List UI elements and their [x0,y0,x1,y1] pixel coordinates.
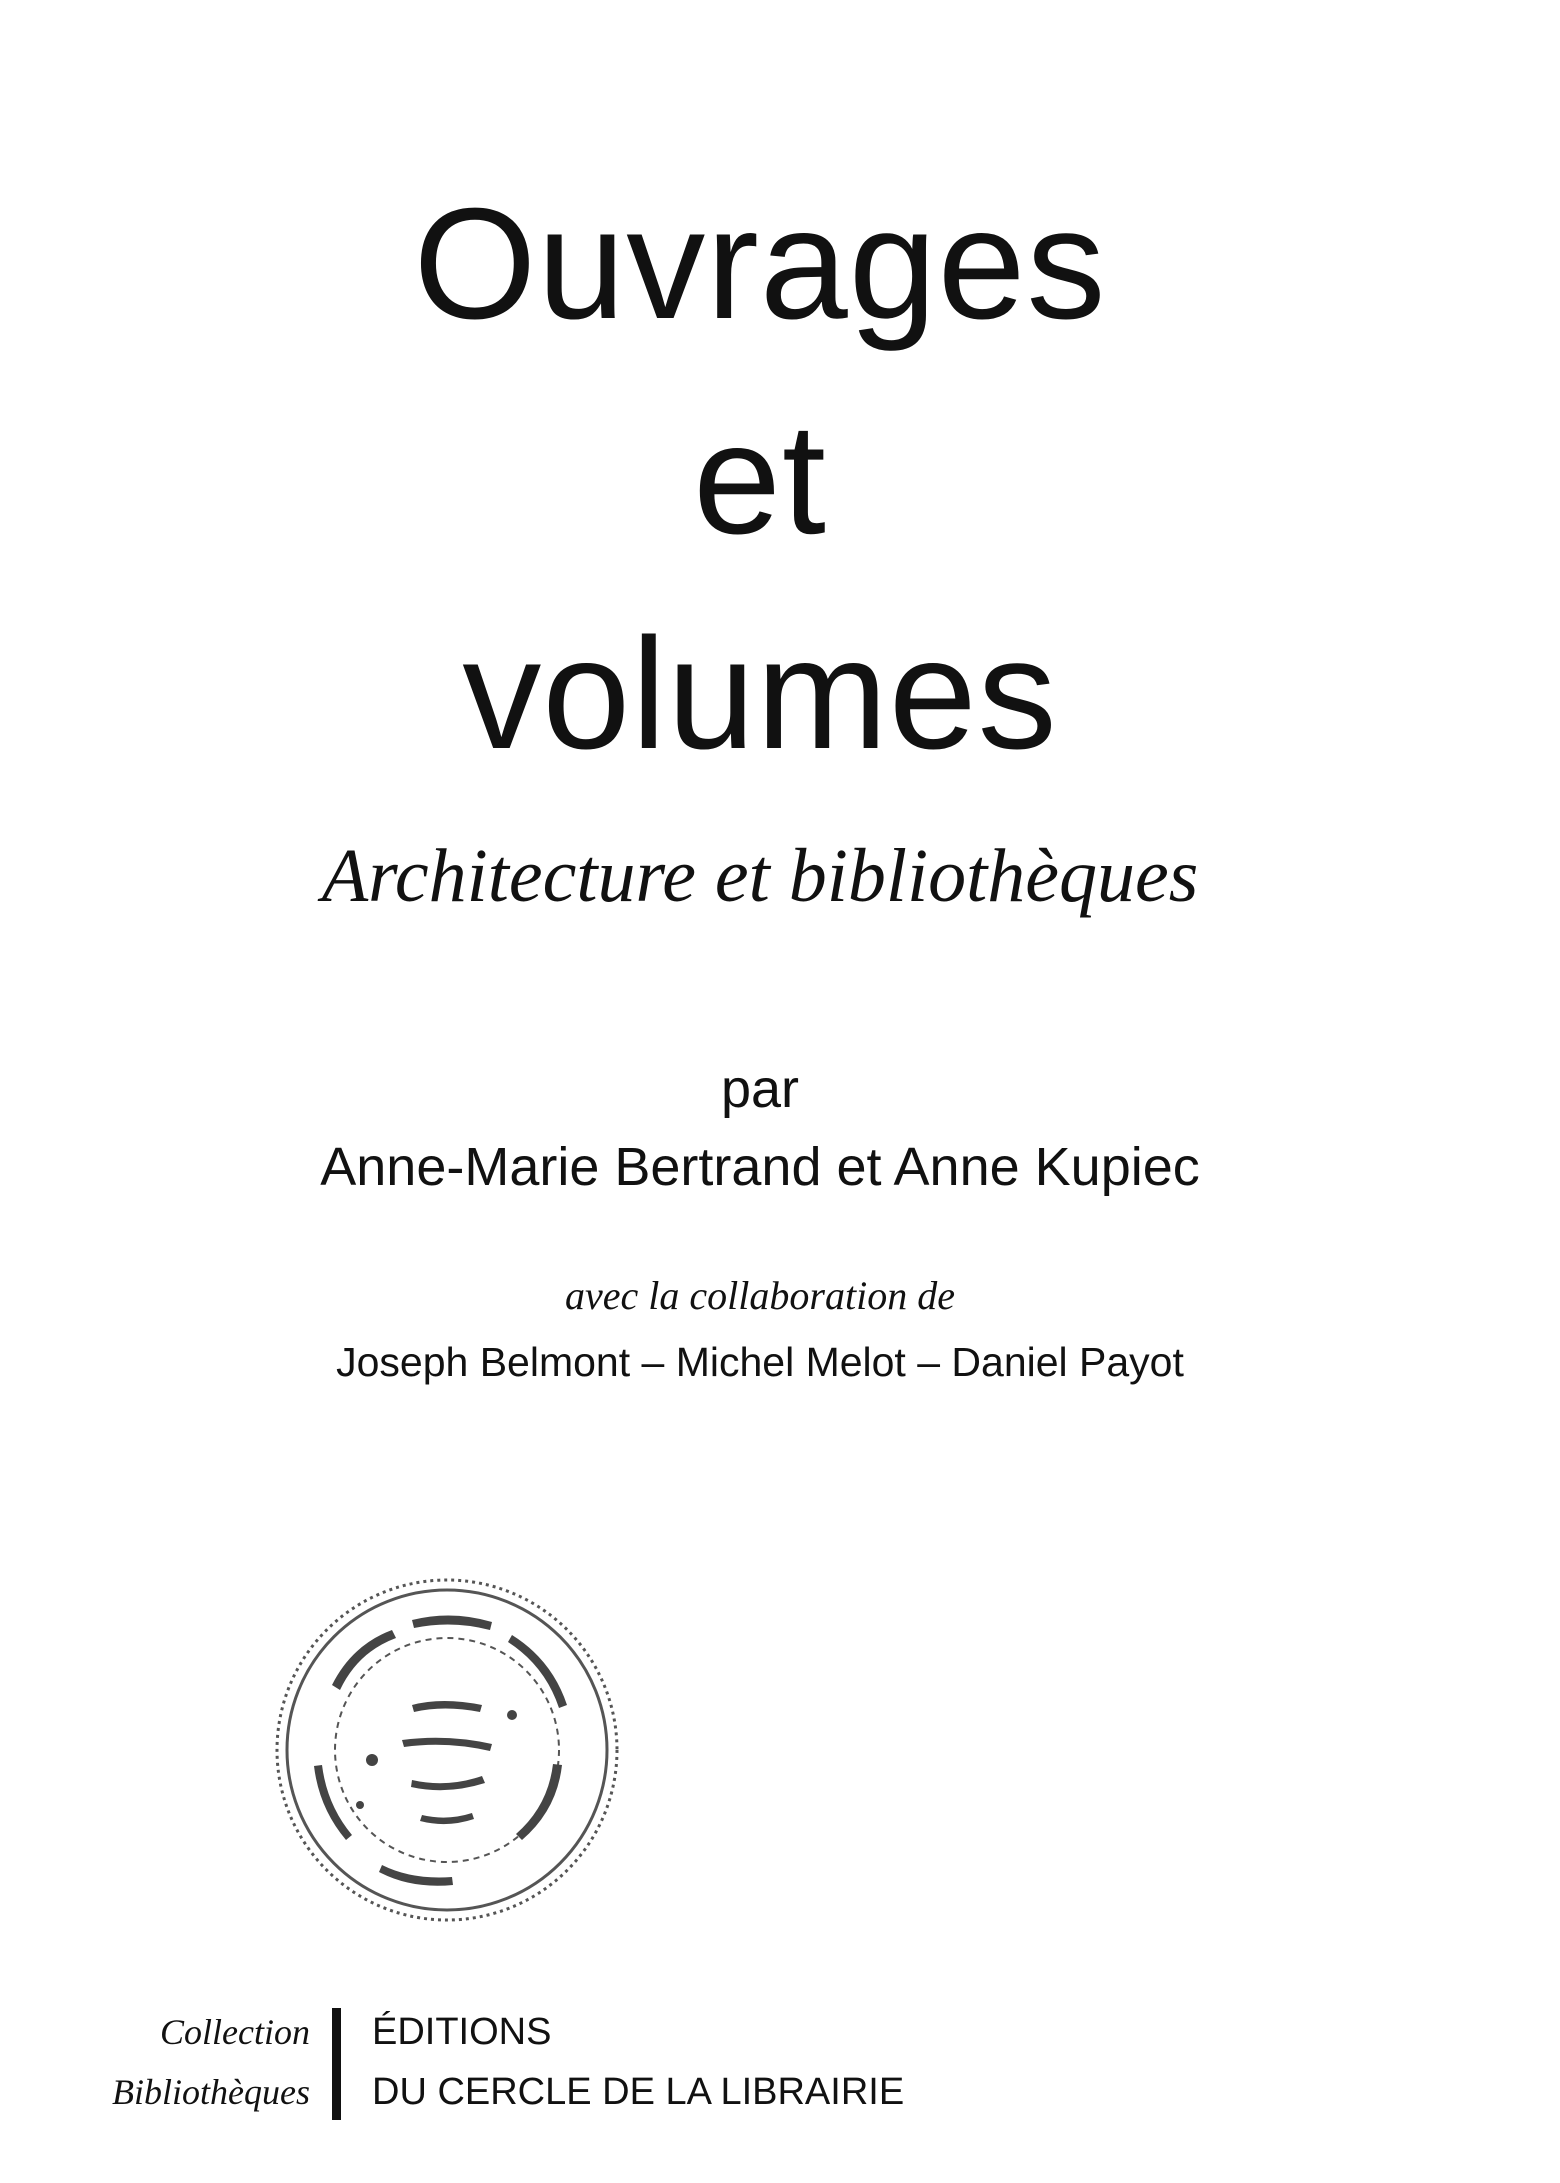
collaboration-intro: avec la collaboration de [565,1273,955,1318]
book-title-line-3: volumes [462,606,1058,782]
publisher-name [372,2002,904,2122]
publisher-line-2: DU CERCLE DE LA LIBRAIRIE [372,2071,905,2113]
book-title-line-1: Ouvrages [413,176,1107,352]
collection-label-line-1: Collection [160,2012,310,2052]
collaborators: Joseph Belmont – Michel Melot – Daniel Payot [336,1339,1184,1385]
collection-label [112,2002,310,2122]
library-seal-stamp-icon [262,1565,632,1935]
book-title-line-2: et [693,391,827,567]
byline-par: par [720,1059,800,1119]
book-subtitle: Architecture et bibliothèques [321,834,1199,918]
footer-divider [332,2008,341,2120]
publisher-line-1: ÉDITIONS [372,2011,552,2053]
collection-label-line-2: Bibliothèques [112,2072,310,2112]
authors: Anne-Marie Bertrand et Anne Kupiec [320,1137,1200,1197]
